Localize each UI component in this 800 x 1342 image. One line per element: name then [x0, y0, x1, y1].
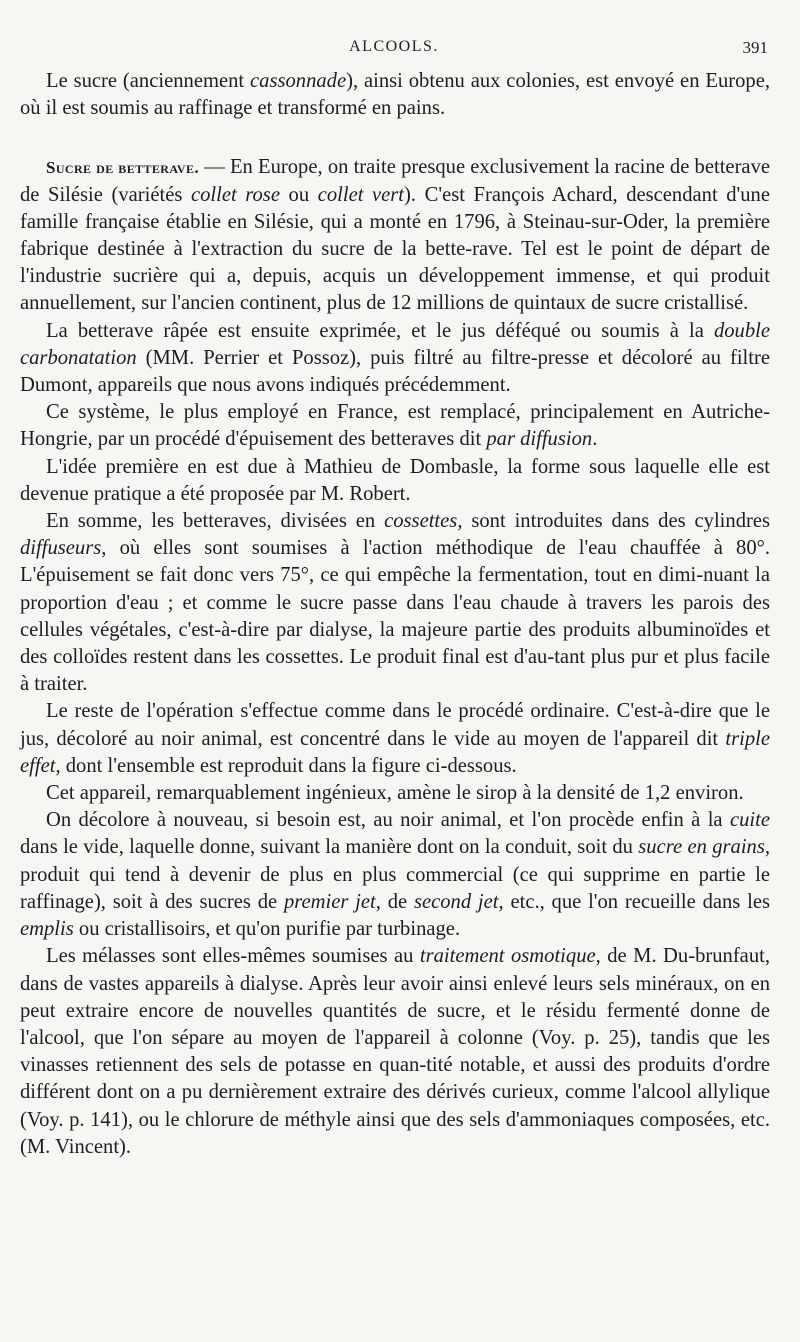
italic-term: cossettes [384, 510, 458, 533]
text-run: ), ainsi obtenu aux colonies, est envoyé en Europe, où il est soumis au raffinage et transformé en pains. [20, 70, 770, 120]
paragraph [20, 68, 770, 122]
text-run: , de [375, 890, 414, 913]
page-number: 391 [742, 38, 768, 57]
paragraph [20, 318, 770, 400]
italic-term: cuite [729, 809, 770, 832]
text-run: ou [279, 183, 318, 206]
paragraph [20, 454, 770, 508]
running-head [20, 38, 768, 62]
text-run: On décolore à nouveau, si besoin est, au noir animal, et l'on procède enfin à la [46, 809, 730, 832]
italic-term: collet vert [317, 183, 405, 206]
section-run-in-heading: Sucre de betterave. [46, 158, 200, 178]
running-title: ALCOOLS. [349, 38, 439, 55]
italic-term: sucre en grains [638, 836, 765, 859]
text-run: , de M. Du-brunfaut, dans de vastes appareils à dialyse. Après leur avoir ainsi enlevé leurs sels minéraux, on en peut extraire encore de nouvelles quantités de sucre, et le résidu fermenté donne de l'alcool, que l'on sépare au moyen de l'appareil à colonne (Voy. p. 25), tandis que les vinasses retiennent des sels de potasse en quan-tité notable, et aussi des produits d'ordre différent dont on a pu dernièrement extraire des dérivés curieux, comme l'alcool allylique (Voy. p. 141), ou le chlorure de méthyle ainsi que des sels d'ammoniaques composées, etc. (M. Vincent). [20, 945, 770, 1158]
paragraph [20, 807, 770, 943]
text-run: , etc., que l'on recueille dans les [498, 890, 770, 913]
italic-term: second jet [413, 890, 499, 913]
paragraph [20, 399, 770, 453]
text-run: , où elles sont soumises à l'action méthodique de l'eau chauffée à 80°. L'épuisement se fait donc vers 75°, ce qui empêche la fermentation, tout en dimi-nuant la proportion d'eau ; et comme le sucre passe dans l'eau chaude à travers les parois des cellules végétales, c'est-à-dire par dialyse, la majeure partie des produits albuminoïdes et des colloïdes restent dans les cossettes. Le produit final est d'au-tant plus pur et plus facile à traiter. [20, 537, 770, 696]
italic-term: triple effet [20, 727, 770, 777]
text-run: Ce système, le plus employé en France, est remplacé, principalement en Autriche-Hongrie, par un procédé d'épuisement des betteraves dit [20, 401, 770, 451]
italic-term: traitement osmotique [419, 945, 596, 968]
body-text [20, 68, 770, 1161]
italic-term: double carbonatation [20, 319, 770, 369]
italic-term: diffuseurs [20, 537, 102, 560]
italic-term: premier jet [283, 890, 376, 913]
italic-term: collet rose [190, 183, 280, 206]
paragraph [20, 154, 770, 317]
text-run: En Europe, on traite presque exclusivement la racine de betterave de Silésie (variétés [20, 156, 770, 206]
text-run: Les mélasses sont elles-mêmes soumises au [46, 945, 420, 968]
text-run: . [592, 428, 598, 451]
text-run: ). C'est François Achard, descendant d'une famille française établie en Silésie, qui a monté en 1796, à Steinau-sur-Oder, la première fabrique destinée à l'extraction du sucre de la bette-rave. Tel est le point de départ de l'industrie sucrière qui a, depuis, acquis un développement immense, et qui produit annuellement, sur l'ancien continent, plus de 12 millions de quintaux de sucre cristallisé. [20, 183, 770, 315]
text-run: Le reste de l'opération s'effectue comme dans le procédé ordinaire. C'est-à-dire que le jus, décoloré au noir animal, est concentré dans le vide au moyen de l'appareil dit [20, 700, 770, 750]
text-run: Cet appareil, remarquablement ingénieux, amène le sirop à la densité de 1,2 environ. [46, 782, 744, 805]
text-run: dans le vide, laquelle donne, suivant la manière dont on la conduit, soit du [20, 836, 639, 859]
text-run: , produit qui tend à devenir de plus en plus commercial (ce qui supprime en partie le raffinage), soit à des sucres de [20, 836, 771, 913]
text-run: L'idée première en est due à Mathieu de Dombasle, la forme sous laquelle elle est devenue pratique a été proposée par M. Robert. [20, 455, 770, 505]
text-run: La betterave râpée est ensuite exprimée, et le jus déféqué ou soumis à la [46, 319, 714, 342]
italic-term: par diffusion [486, 428, 593, 451]
text-run: (MM. Perrier et Possoz), puis filtré au filtre-presse et décoloré au filtre Dumont, appareils que nous avons indiqués précédemment. [20, 346, 770, 397]
italic-term: emplis [20, 918, 74, 941]
paragraph [20, 698, 770, 780]
heading-dash: — [199, 156, 230, 179]
paragraph [20, 780, 770, 807]
text-run: , sont introduites dans des cylindres [457, 510, 771, 533]
text-run: ou cristallisoirs, et qu'on purifie par turbinage. [73, 918, 461, 941]
text-run: Le sucre (anciennement [46, 70, 251, 92]
text-run: En somme, les betteraves, divisées en [46, 510, 385, 533]
italic-term: cassonnade [250, 70, 347, 92]
paragraph [20, 508, 770, 698]
paragraph [20, 943, 770, 1161]
text-run: , dont l'ensemble est reproduit dans la figure ci-dessous. [55, 754, 517, 777]
